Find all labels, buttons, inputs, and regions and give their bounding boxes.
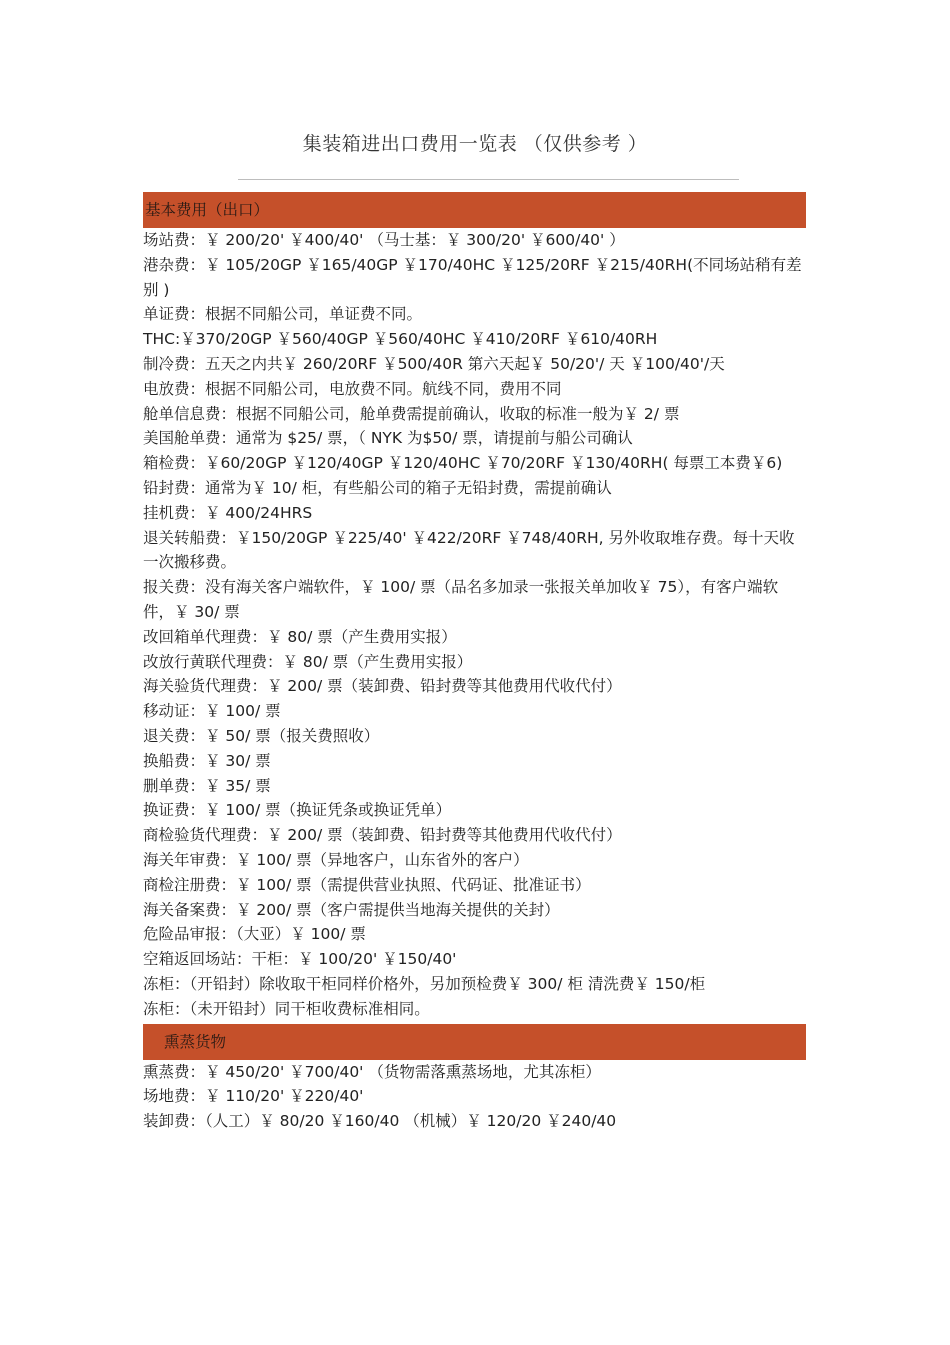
document-title: 集装箱进出口费用一览表 （仅供参考 ） (302, 133, 648, 155)
fee-line: 退关费：￥ 50/ 票（报关费照收） (143, 726, 380, 745)
section-heading-fumigation: 熏蒸货物 (143, 1024, 806, 1060)
fee-line: 海关备案费：￥ 200/ 票（客户需提供当地海关提供的关封） (143, 900, 560, 919)
fee-line: 退关转船费：￥150/20GP ￥225/40' ￥422/20RF ￥748/40RH, 另外收取堆存费。每十天收一次搬移费。 (143, 528, 795, 572)
title-divider (238, 179, 739, 180)
fee-line: 报关费：没有海关客户端软件，￥ 100/ 票（品名多加录一张报关单加收￥ 75），有客户端软件，￥ 30/ 票 (143, 578, 779, 621)
fee-line: 商检注册费：￥ 100/ 票（需提供营业执照、代码证、批准证书） (143, 875, 591, 894)
fee-line: 挂机费：￥ 400/24HRS (143, 503, 313, 522)
fee-line: 制冷费：五天之内共￥ 260/20RF ￥500/40R 第六天起￥ 50/20'/ 天 ￥100/40'/天 (143, 354, 725, 373)
fee-line: 装卸费：（人工）￥ 80/20 ￥160/40 （机械）￥ 120/20 ￥240/40 (143, 1112, 617, 1131)
section-fumigation (143, 1060, 806, 1134)
fee-line: 港杂费：￥ 105/20GP ￥165/40GP ￥170/40HC ￥125/20RF ￥215/40RH(不同场站稍有差别 ) (143, 255, 802, 299)
section-heading-basic-fees: 基本费用（出口） (143, 192, 806, 228)
fee-line: THC:￥370/20GP ￥560/40GP ￥560/40HC ￥410/20RF ￥610/40RH (143, 330, 658, 349)
fee-line: 换船费：￥ 30/ 票 (143, 751, 271, 770)
fee-line: 危险品审报：（大亚）￥ 100/ 票 (143, 925, 366, 944)
document-body (143, 192, 806, 1134)
fee-line: 舱单信息费：根据不同船公司，舱单费需提前确认，收取的标准一般为￥ 2/ 票 (143, 404, 680, 423)
fee-line: 海关验货代理费：￥ 200/ 票（装卸费、铅封费等其他费用代收代付） (143, 677, 622, 696)
fee-line: 删单费：￥ 35/ 票 (143, 776, 271, 795)
fee-line: 冻柜：（未开铅封）同干柜收费标准相同。 (143, 999, 430, 1018)
fee-line: 空箱返回场站：干柜：￥ 100/20' ￥150/40' (143, 950, 457, 969)
fee-line: 改回箱单代理费：￥ 80/ 票（产生费用实报） (143, 627, 457, 646)
fee-line: 电放费：根据不同船公司，电放费不同。航线不同，费用不同 (143, 379, 562, 398)
fee-line: 熏蒸费：￥ 450/20' ￥700/40' （货物需落熏蒸场地，尤其冻柜） (143, 1062, 601, 1081)
fee-line: 美国舱单费：通常为 $25/ 票，（ NYK 为$50/ 票，请提前与船公司确认 (143, 429, 633, 448)
fee-line: 商检验货代理费：￥ 200/ 票（装卸费、铅封费等其他费用代收代付） (143, 826, 622, 845)
fee-line: 场站费：￥ 200/20' ￥400/40' （马士基：￥ 300/20' ￥600/40' ） (143, 231, 625, 249)
fee-line: 移动证：￥ 100/ 票 (143, 702, 281, 721)
fee-line: 海关年审费：￥ 100/ 票（异地客户，山东省外的客户） (143, 850, 529, 869)
fee-line: 场地费：￥ 110/20' ￥220/40' (143, 1087, 364, 1106)
fee-line: 单证费：根据不同船公司，单证费不同。 (143, 305, 423, 324)
fee-line: 改放行黄联代理费：￥ 80/ 票（产生费用实报） (143, 652, 473, 671)
fee-line: 换证费：￥ 100/ 票（换证凭条或换证凭单） (143, 801, 452, 820)
fee-line: 箱检费：￥60/20GP ￥120/40GP ￥120/40HC ￥70/20RF ￥130/40RH( 每票工本费￥6) (143, 454, 783, 473)
fee-line: 冻柜：（开铅封）除收取干柜同样价格外，另加预检费￥ 300/ 柜 清洗费￥ 150/柜 (143, 974, 706, 993)
section-basic-fees (143, 228, 806, 1022)
fee-line: 铅封费：通常为￥ 10/ 柜，有些船公司的箱子无铅封费，需提前确认 (143, 478, 612, 497)
